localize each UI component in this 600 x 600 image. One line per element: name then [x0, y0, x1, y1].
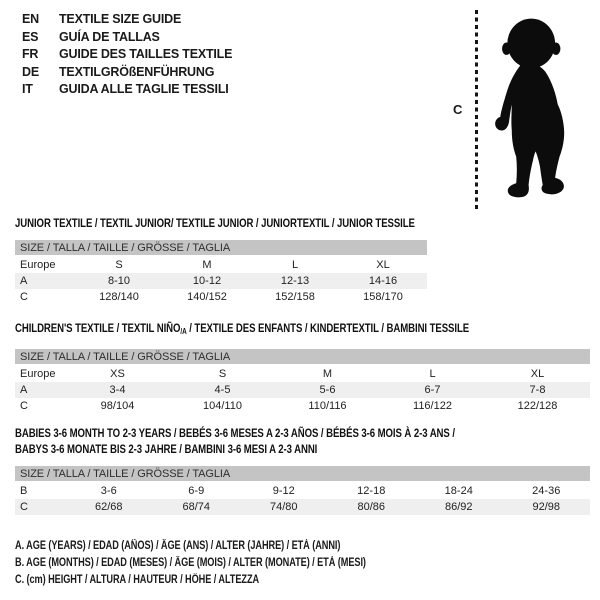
- age-cell: 8-10: [75, 273, 163, 289]
- height-cell: 68/74: [153, 499, 241, 515]
- height-cell: 62/68: [65, 499, 153, 515]
- note-c-text: C. (cm) HEIGHT / ALTURA / HAUTEUR / HÖHE / ALTEZZA: [15, 574, 260, 586]
- height-cell: 116/122: [413, 400, 452, 412]
- height-cell: 140/152: [187, 291, 227, 303]
- height-cell: 158/170: [363, 291, 403, 303]
- height-cell: 110/116: [308, 400, 347, 412]
- language-code: DE: [22, 64, 39, 79]
- language-code: EN: [22, 12, 39, 26]
- babies-size-table: [15, 466, 590, 515]
- language-title: TEXTILE SIZE GUIDE: [59, 12, 182, 26]
- row-label-a: A: [15, 273, 75, 289]
- babies-title-line1: BABIES 3-6 MONTH TO 2-3 YEARS / BEBÉS 3-6 MESES A 2-3 AÑOS / BÉBÉS 3-6 MOIS À 2-3 ANS /: [15, 426, 455, 440]
- children-section-title: [15, 321, 583, 336]
- height-row: [15, 289, 427, 305]
- junior-section-title-text: JUNIOR TEXTILE / TEXTIL JUNIOR/ TEXTILE JUNIOR / JUNIORTEXTIL / JUNIOR TESSILE: [15, 216, 415, 230]
- europe-sizes-row: [15, 366, 590, 382]
- age-cell: 5-6: [275, 382, 380, 398]
- row-label-c: C: [15, 499, 65, 515]
- row-label-a: A: [15, 382, 65, 398]
- height-cell: 74/80: [240, 499, 328, 515]
- size-header-row: [15, 466, 590, 483]
- age-cell: 7-8: [485, 382, 590, 398]
- size-cell: M: [202, 259, 212, 271]
- children-size-table: [15, 349, 590, 414]
- age-years-row: [15, 273, 427, 289]
- note-b: [15, 555, 454, 572]
- language-title: GUÍA DE TALLAS: [59, 29, 160, 44]
- age-cell: 12-18: [357, 485, 386, 497]
- language-title: TEXTILGRÖßENFÜHRUNG: [59, 64, 215, 79]
- age-cell: 12-13: [251, 273, 339, 289]
- babies-section-title: [15, 426, 565, 457]
- age-cell: 3-4: [65, 382, 170, 398]
- height-measure-label: C: [453, 102, 463, 117]
- height-row: [15, 499, 590, 515]
- language-row-fr: [22, 46, 232, 64]
- size-cell: XL: [376, 259, 390, 271]
- baby-silhouette-icon: [487, 6, 579, 210]
- children-title-part2: / TEXTILE DES ENFANTS / KINDERTEXTIL / BAMBINI TESSILE: [186, 321, 470, 335]
- height-cell: 152/158: [275, 291, 315, 303]
- measurement-figure: [445, 6, 595, 214]
- junior-size-table: [15, 240, 427, 305]
- height-row: [15, 398, 590, 414]
- row-label-c: C: [20, 400, 28, 412]
- size-cell: L: [291, 259, 299, 271]
- age-cell: 4-5: [170, 382, 275, 398]
- size-cell: XL: [530, 368, 545, 380]
- age-cell: 6-7: [380, 382, 485, 398]
- note-b-text: B. AGE (MONTHS) / EDAD (MESES) / ÂGE (MOIS) / ALTER (MONATE) / ETÀ (MESI): [15, 557, 366, 569]
- size-cell: L: [429, 368, 436, 380]
- row-label-c: C: [20, 291, 28, 303]
- height-cell: 104/110: [203, 400, 242, 412]
- language-code: ES: [22, 29, 39, 44]
- age-cell: 18-24: [444, 485, 473, 497]
- size-header-row: [15, 349, 590, 366]
- note-c: [15, 572, 454, 589]
- age-years-row: [15, 382, 590, 398]
- language-title: GUIDA ALLE TAGLIE TESSILI: [59, 82, 229, 97]
- size-cell: M: [322, 368, 333, 380]
- age-cell: 14-16: [339, 273, 427, 289]
- height-cell: 128/140: [99, 291, 139, 303]
- row-label-europe: Europe: [20, 368, 56, 380]
- children-section-title-text: [15, 321, 469, 336]
- babies-title-line2: BABYS 3-6 MONATE BIS 2-3 JAHRE / BAMBINI 3-6 MESI A 2-3 ANNI: [15, 441, 318, 456]
- language-list: [22, 11, 232, 99]
- size-cell: S: [115, 259, 123, 271]
- europe-sizes-row: [15, 257, 427, 273]
- language-code: FR: [22, 47, 39, 62]
- age-cell: 10-12: [163, 273, 251, 289]
- size-header-bar: SIZE / TALLA / TAILLE / GRÖSSE / TAGLIA: [15, 466, 590, 483]
- language-row-en: [22, 11, 232, 29]
- age-months-row: [15, 483, 590, 499]
- height-measure-line: [475, 10, 478, 210]
- size-header-bar: SIZE / TALLA / TAILLE / GRÖSSE / TAGLIA: [15, 240, 427, 257]
- legend-notes: [15, 538, 454, 589]
- row-label-europe: Europe: [20, 259, 56, 271]
- height-cell: 80/86: [328, 499, 416, 515]
- age-cell: 24-36: [532, 485, 561, 497]
- language-row-es: [22, 29, 232, 47]
- children-title-subscript: /A: [180, 327, 187, 336]
- children-title-part1: CHILDREN'S TEXTILE / TEXTIL NIÑO: [15, 321, 181, 335]
- height-cell: 122/128: [517, 400, 558, 412]
- age-cell: 9-12: [272, 485, 295, 497]
- size-header-bar: SIZE / TALLA / TAILLE / GRÖSSE / TAGLIA: [15, 349, 590, 366]
- language-row-it: [22, 81, 232, 99]
- note-a: [15, 538, 454, 555]
- height-cell: 98/104: [100, 400, 135, 412]
- age-cell: 3-6: [100, 485, 117, 497]
- height-cell: 92/98: [503, 499, 591, 515]
- language-code: IT: [22, 82, 33, 97]
- size-cell: S: [218, 368, 227, 380]
- size-cell: XS: [110, 368, 125, 380]
- row-label-b: B: [20, 485, 28, 497]
- note-a-text: A. AGE (YEARS) / EDAD (AÑOS) / ÂGE (ANS) / ALTER (JAHRE) / ETÀ (ANNI): [15, 540, 341, 552]
- age-cell: 6-9: [188, 485, 205, 497]
- junior-section-title: [15, 216, 515, 230]
- language-title: GUIDE DES TAILLES TEXTILE: [59, 47, 233, 62]
- size-header-row: [15, 240, 427, 257]
- language-row-de: [22, 64, 232, 82]
- height-cell: 86/92: [415, 499, 503, 515]
